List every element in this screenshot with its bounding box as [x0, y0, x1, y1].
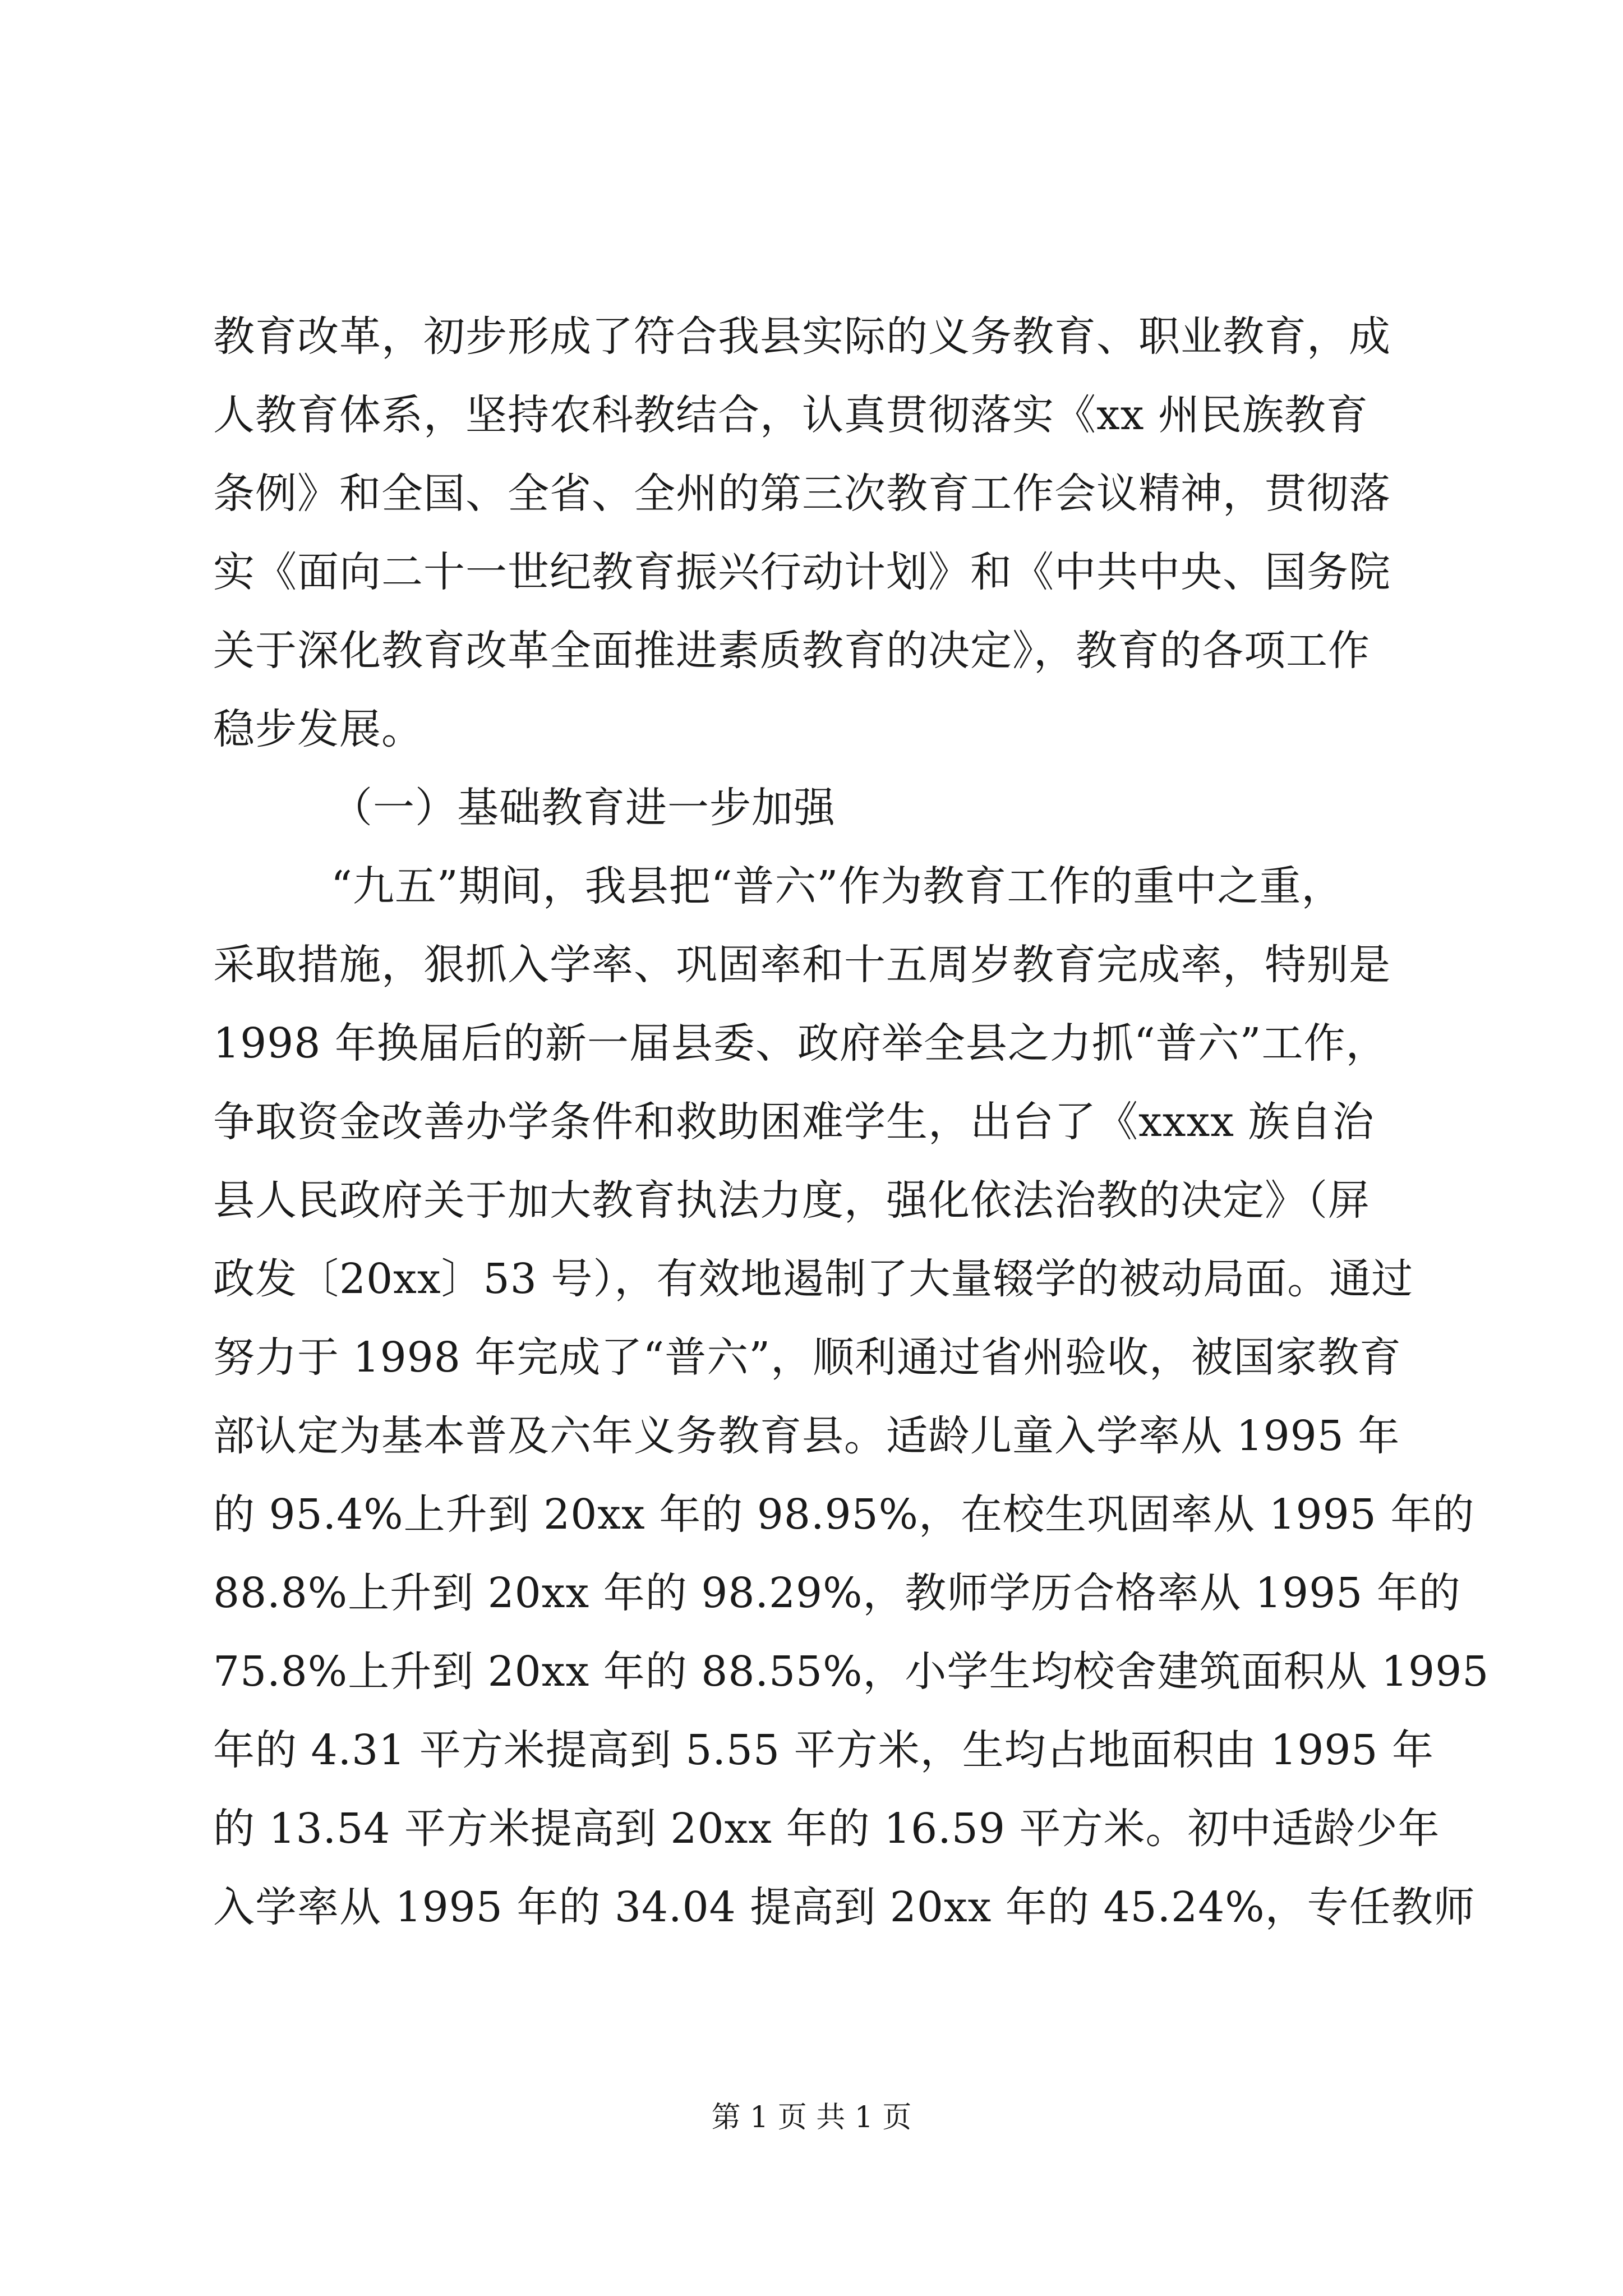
text-line: 年的 4.31 平方米提高到 5.55 平方米，生均占地面积由 1995 年	[213, 1726, 1434, 1774]
paragraph-first-line: “九五”期间，我县把“普六”作为教育工作的重中之重，	[331, 862, 1344, 910]
text-line: 实《面向二十一世纪教育振兴行动计划》和《中共中央、国务院	[213, 548, 1391, 596]
text-line: 县人民政府关于加大教育执法力度，强化依法治教的决定》（屏	[213, 1176, 1370, 1225]
text-line: 教育改革，初步形成了符合我县实际的义务教育、职业教育，成	[213, 312, 1391, 361]
text-line: 部认定为基本普及六年义务教育县。适龄儿童入学率从 1995 年	[213, 1412, 1400, 1460]
text-line: 的 13.54 平方米提高到 20xx 年的 16.59 平方米。初中适龄少年	[213, 1805, 1440, 1853]
page-footer: 第 1 页 共 1 页	[711, 2101, 912, 2134]
text-line: 稳步发展。	[213, 705, 423, 753]
text-line: 政发〔20xx〕53 号），有效地遏制了大量辍学的被动局面。通过	[213, 1255, 1414, 1303]
text-line: 争取资金改善办学条件和救助困难学生，出台了《xxxx 族自治	[213, 1098, 1375, 1146]
text-line: 采取措施，狠抓入学率、巩固率和十五周岁教育完成率，特别是	[213, 941, 1391, 989]
text-line: 努力于 1998 年完成了“普六”，顺利通过省州验收，被国家教育	[213, 1333, 1402, 1382]
text-line: 1998 年换届后的新一届县委、政府举全县之力抓“普六”工作，	[213, 1019, 1388, 1068]
body-text	[213, 297, 1490, 1947]
text-line: 88.8%上升到 20xx 年的 98.29%，教师学历合格率从 1995 年的	[213, 1569, 1461, 1617]
text-line: 入学率从 1995 年的 34.04 提高到 20xx 年的 45.24%，专任教师	[213, 1883, 1476, 1931]
text-line: 75.8%上升到 20xx 年的 88.55%，小学生均校舍建筑面积从 1995	[213, 1648, 1490, 1696]
section-heading: （一）基础教育进一步加强	[331, 784, 836, 832]
text-line: 人教育体系，坚持农科教结合，认真贯彻落实《xx 州民族教育	[213, 391, 1368, 439]
text-line: 条例》和全国、全省、全州的第三次教育工作会议精神，贯彻落	[213, 470, 1391, 518]
text-line: 的 95.4%上升到 20xx 年的 98.95%，在校生巩固率从 1995 年的	[213, 1490, 1475, 1539]
text-line: 关于深化教育改革全面推进素质教育的决定》，教育的各项工作	[213, 627, 1370, 675]
